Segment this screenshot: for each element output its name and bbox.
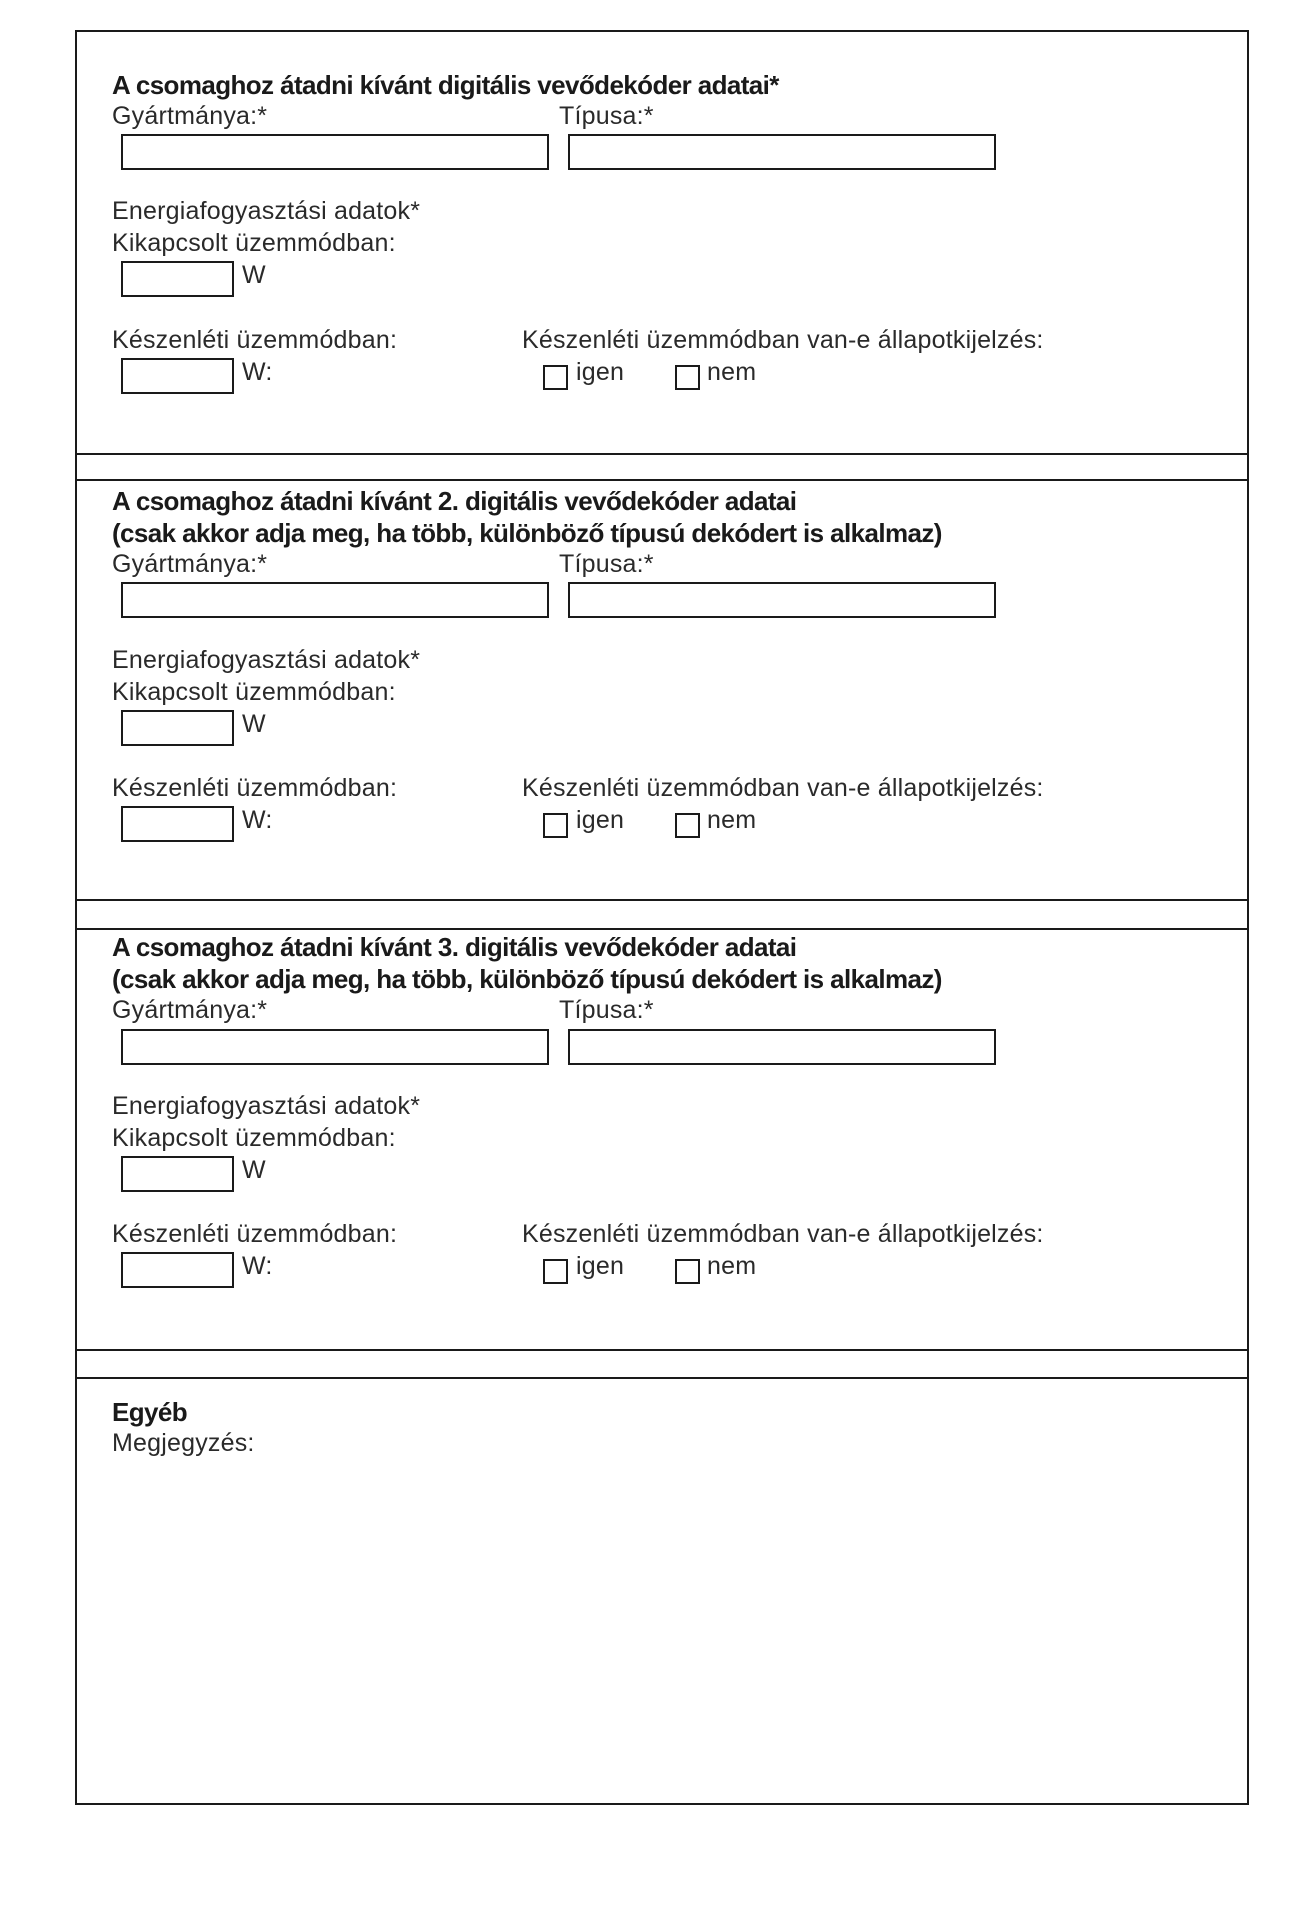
type-input[interactable] — [568, 134, 996, 170]
no-label: nem — [707, 1252, 757, 1280]
note-label: Megjegyzés: — [112, 1429, 255, 1457]
section-divider — [77, 1349, 1247, 1351]
section-title: A csomaghoz átadni kívánt 2. digitális vevődekóder adatai — [112, 486, 797, 516]
energy-label: Energiafogyasztási adatok* — [112, 646, 421, 674]
standby-indicator-label: Készenléti üzemmódban van-e állapotkijelzés: — [522, 1220, 1044, 1248]
off-mode-watt-input[interactable] — [121, 710, 234, 746]
manufacturer-input[interactable] — [121, 1029, 549, 1065]
off-mode-watt-input[interactable] — [121, 1156, 234, 1192]
standby-unit: W: — [242, 358, 273, 386]
off-mode-label: Kikapcsolt üzemmódban: — [112, 678, 396, 706]
standby-watt-input[interactable] — [121, 806, 234, 842]
yes-checkbox[interactable] — [543, 813, 568, 838]
off-mode-label: Kikapcsolt üzemmódban: — [112, 229, 396, 257]
standby-label: Készenléti üzemmódban: — [112, 1220, 398, 1248]
decoder-section-2 — [77, 481, 1247, 901]
standby-label: Készenléti üzemmódban: — [112, 774, 398, 802]
form-frame — [75, 30, 1249, 1805]
standby-unit: W: — [242, 806, 273, 834]
yes-checkbox[interactable] — [543, 365, 568, 390]
decoder-section-1 — [77, 32, 1247, 455]
manufacturer-input[interactable] — [121, 134, 549, 170]
other-section — [77, 1379, 1247, 1802]
section-subtitle: (csak akkor adja meg, ha több, különböző típusú dekódert is alkalmaz) — [112, 518, 942, 548]
manufacturer-label: Gyártmánya:* — [112, 102, 268, 130]
section-subtitle: (csak akkor adja meg, ha több, különböző típusú dekódert is alkalmaz) — [112, 964, 942, 994]
off-mode-watt-input[interactable] — [121, 261, 234, 297]
type-label: Típusa:* — [559, 550, 654, 578]
energy-label: Energiafogyasztási adatok* — [112, 1092, 421, 1120]
type-label: Típusa:* — [559, 996, 654, 1024]
type-input[interactable] — [568, 582, 996, 618]
section-title: A csomaghoz átadni kívánt digitális vevődekóder adatai* — [112, 70, 779, 100]
section-title: A csomaghoz átadni kívánt 3. digitális vevődekóder adatai — [112, 932, 797, 962]
standby-indicator-label: Készenléti üzemmódban van-e állapotkijelzés: — [522, 774, 1044, 802]
note-area[interactable] — [112, 1469, 1212, 1789]
yes-label: igen — [576, 1252, 625, 1280]
standby-watt-input[interactable] — [121, 358, 234, 394]
section-divider — [77, 899, 1247, 901]
type-label: Típusa:* — [559, 102, 654, 130]
no-label: nem — [707, 358, 757, 386]
manufacturer-label: Gyártmánya:* — [112, 996, 268, 1024]
off-mode-unit: W — [242, 710, 266, 738]
energy-label: Energiafogyasztási adatok* — [112, 197, 421, 225]
off-mode-unit: W — [242, 1156, 266, 1184]
other-title: Egyéb — [112, 1397, 188, 1427]
decoder-section-3 — [77, 930, 1247, 1350]
type-input[interactable] — [568, 1029, 996, 1065]
no-checkbox[interactable] — [675, 365, 700, 390]
no-checkbox[interactable] — [675, 1259, 700, 1284]
yes-label: igen — [576, 806, 625, 834]
standby-label: Készenléti üzemmódban: — [112, 326, 398, 354]
standby-indicator-label: Készenléti üzemmódban van-e állapotkijelzés: — [522, 326, 1044, 354]
manufacturer-label: Gyártmánya:* — [112, 550, 268, 578]
yes-label: igen — [576, 358, 625, 386]
off-mode-label: Kikapcsolt üzemmódban: — [112, 1124, 396, 1152]
yes-checkbox[interactable] — [543, 1259, 568, 1284]
no-checkbox[interactable] — [675, 813, 700, 838]
off-mode-unit: W — [242, 261, 266, 289]
standby-watt-input[interactable] — [121, 1252, 234, 1288]
section-divider — [77, 453, 1247, 455]
standby-unit: W: — [242, 1252, 273, 1280]
manufacturer-input[interactable] — [121, 582, 549, 618]
no-label: nem — [707, 806, 757, 834]
